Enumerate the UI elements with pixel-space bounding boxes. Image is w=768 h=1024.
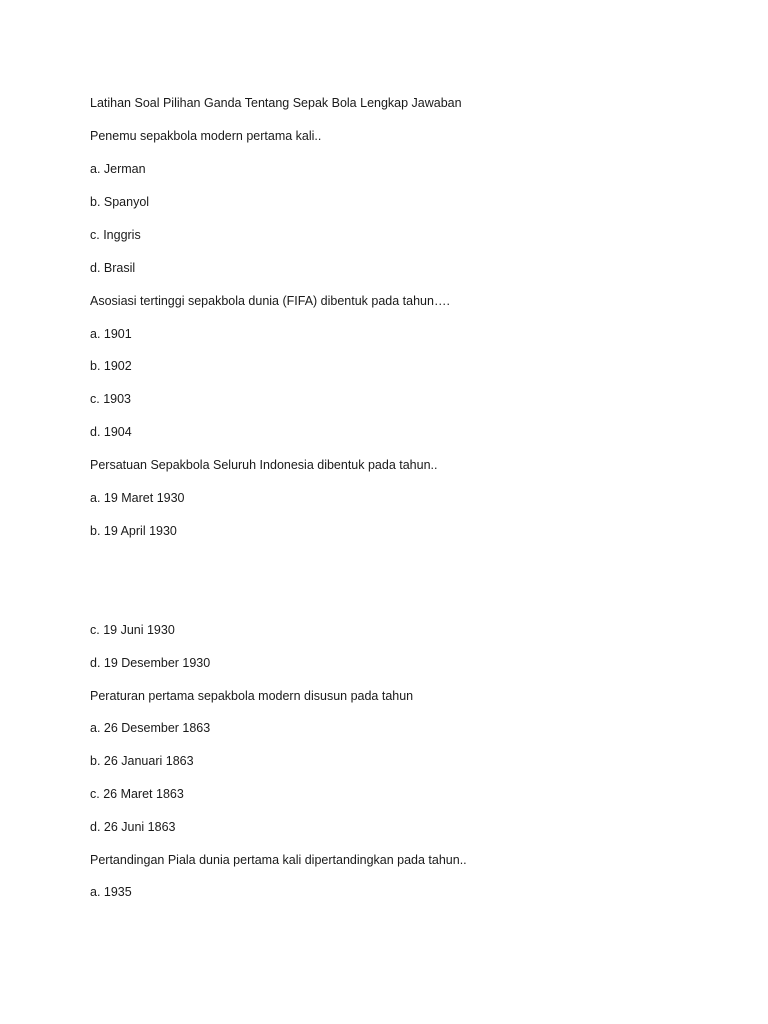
question-5: Pertandingan Piala dunia pertama kali dipertandingkan pada tahun.. <box>90 853 467 867</box>
option-4c: c. 26 Maret 1863 <box>90 787 184 801</box>
option-3d: d. 19 Desember 1930 <box>90 656 211 670</box>
option-2b: b. 1902 <box>90 359 132 373</box>
option-4b: b. 26 Januari 1863 <box>90 754 194 768</box>
option-4a: a. 26 Desember 1863 <box>90 721 211 735</box>
question-2: Asosiasi tertinggi sepakbola dunia (FIFA) dibentuk pada tahun…. <box>90 294 450 308</box>
option-3b: b. 19 April 1930 <box>90 524 177 538</box>
option-1c: c. Inggris <box>90 228 141 242</box>
option-2a: a. 1901 <box>90 327 132 341</box>
question-3: Persatuan Sepakbola Seluruh Indonesia dibentuk pada tahun.. <box>90 458 438 472</box>
option-1a: a. Jerman <box>90 162 146 176</box>
option-1d: d. Brasil <box>90 261 136 275</box>
question-4: Peraturan pertama sepakbola modern disusun pada tahun <box>90 689 414 703</box>
option-2c: c. 1903 <box>90 392 132 406</box>
option-5a: a. 1935 <box>90 885 132 899</box>
question-1: Penemu sepakbola modern pertama kali.. <box>90 129 322 143</box>
option-1b: b. Spanyol <box>90 195 150 209</box>
option-4d: d. 26 Juni 1863 <box>90 820 176 834</box>
option-2d: d. 1904 <box>90 425 132 439</box>
option-3a: a. 19 Maret 1930 <box>90 491 185 505</box>
option-3c: c. 19 Juni 1930 <box>90 623 175 637</box>
document-title: Latihan Soal Pilihan Ganda Tentang Sepak Bola Lengkap Jawaban <box>90 96 462 110</box>
